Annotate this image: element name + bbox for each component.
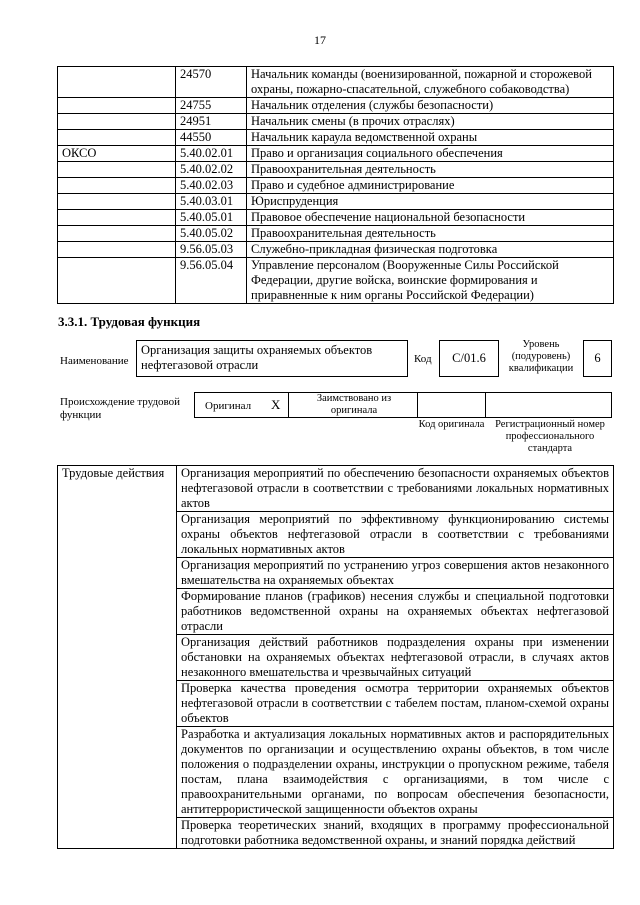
code-group [58,130,176,146]
code-title: Правоохранительная деятельность [247,226,614,242]
code-row [58,67,614,98]
code-row [58,194,614,210]
labor-action-item: Формирование планов (графиков) несения службы и специальной подготовки работников ведомственной охраны на охраняемых объектах нефтегазовой отрасли [177,589,614,635]
code-title: Служебно-прикладная физическая подготовка [247,242,614,258]
code-row [58,178,614,194]
code-row [58,130,614,146]
original-mark: X [271,397,281,412]
code-row [58,98,614,114]
borrowed-label: Заимствовано из оригинала [316,393,392,416]
page-number: 17 [314,33,326,47]
code-title: Начальник отделения (службы безопасности) [247,98,614,114]
function-name-value: Организация защиты охраняемых объектов нефтегазовой отрасли [141,343,373,372]
origin-label: Происхождение трудовой функции [60,396,181,421]
labor-action-item: Организация мероприятий по устранению угроз совершения актов незаконного вмешательства на охраняемых объектах [177,558,614,589]
function-code-field [439,340,499,377]
code-number: 9.56.05.04 [176,258,247,304]
registration-caption: Регистрационный номер профессионального стандарта [495,419,605,454]
code-label: Код [414,353,432,365]
code-number: 44550 [176,130,247,146]
labor-action-item: Организация мероприятий по эффективному функционированию системы охраны объектов нефтегазовой отрасли в соответствии с требованиями локальных нормативных актов [177,512,614,558]
level-value: 6 [594,351,601,365]
labor-action-item: Проверка теоретических знаний, входящих в программу профессиональной подготовки работника ведомственной охраны, и знаний порядка действий [177,818,614,849]
code-title: Право и судебное администрирование [247,178,614,194]
code-table [57,66,614,304]
code-group [58,242,176,258]
code-title: Начальник смены (в прочих отраслях) [247,114,614,130]
origin-code-cell [417,392,486,418]
code-group [58,98,176,114]
section-title: 3.3.1. Трудовая функция [58,314,201,329]
code-number: 5.40.02.01 [176,146,247,162]
code-title: Правовое обеспечение национальной безопасности [247,210,614,226]
code-number: 24951 [176,114,247,130]
labor-action-item: Организация мероприятий по обеспечению безопасности охраняемых объектов нефтегазовой отрасли в соответствии с требованиями локальных нормативных актов [177,466,614,512]
code-title: Управление персоналом (Вооруженные Силы Российской Федерации, другие войска, воинские формирования и приравненные к ним органы Российской Федерации) [247,258,614,304]
function-name-field [136,340,408,377]
original-label: Оригинал [205,400,252,412]
code-number: 5.40.05.02 [176,226,247,242]
origin-code-caption: Код оригинала [418,419,485,430]
code-number: 24570 [176,67,247,98]
labor-actions-header: Трудовые действия [58,466,177,849]
code-title: Начальник команды (военизированной, пожарной и сторожевой охраны, пожарно-спасательной, служебного собаководства) [247,67,614,98]
level-field [583,340,612,377]
code-title: Юриспруденция [247,194,614,210]
code-row [58,242,614,258]
code-number: 24755 [176,98,247,114]
code-number: 5.40.02.02 [176,162,247,178]
code-group [58,226,176,242]
code-row [58,114,614,130]
code-number: 5.40.02.03 [176,178,247,194]
code-number: 5.40.05.01 [176,210,247,226]
function-code-value: C/01.6 [452,351,486,365]
labor-action-item: Проверка качества проведения осмотра территории охраняемых объектов нефтегазовой отрасли в соответствии с табелем постам, планом-схемой охраны объектов [177,681,614,727]
code-title: Начальник караула ведомственной охраны [247,130,614,146]
code-group [58,67,176,98]
code-group [58,162,176,178]
code-group [58,114,176,130]
code-title: Правоохранительная деятельность [247,162,614,178]
code-group: ОКСО [58,146,176,162]
code-group [58,258,176,304]
labor-actions-table [57,465,614,849]
code-group [58,178,176,194]
page-bottom-mask [0,862,640,905]
code-group [58,194,176,210]
labor-action-row [58,466,614,512]
code-row [58,226,614,242]
name-label: Наименование [60,355,129,367]
labor-action-item: Организация действий работников подразделения охраны при изменении обстановки на охраняемых объектах нефтегазовой отрасли, в случаях актов незаконного вмешательства и чрезвычайных ситуаций [177,635,614,681]
code-row [58,146,614,162]
code-row [58,210,614,226]
code-row [58,258,614,304]
code-number: 9.56.05.03 [176,242,247,258]
code-group [58,210,176,226]
code-number: 5.40.03.01 [176,194,247,210]
code-row [58,162,614,178]
code-title: Право и организация социального обеспечения [247,146,614,162]
level-label: Уровень (подуровень) квалификации [508,339,574,374]
labor-action-item: Разработка и актуализация локальных нормативных актов и распорядительных документов по организации и осуществлению охраны объектов, в том числе положения о подразделении охраны, инструкции о пропускном режиме, табеля постам, плана взаимодействия с организациями, в том числе с правоохранительными органами, по вопросам обеспечения безопасности, антитеррористической защищенности объектов охраны [177,727,614,818]
